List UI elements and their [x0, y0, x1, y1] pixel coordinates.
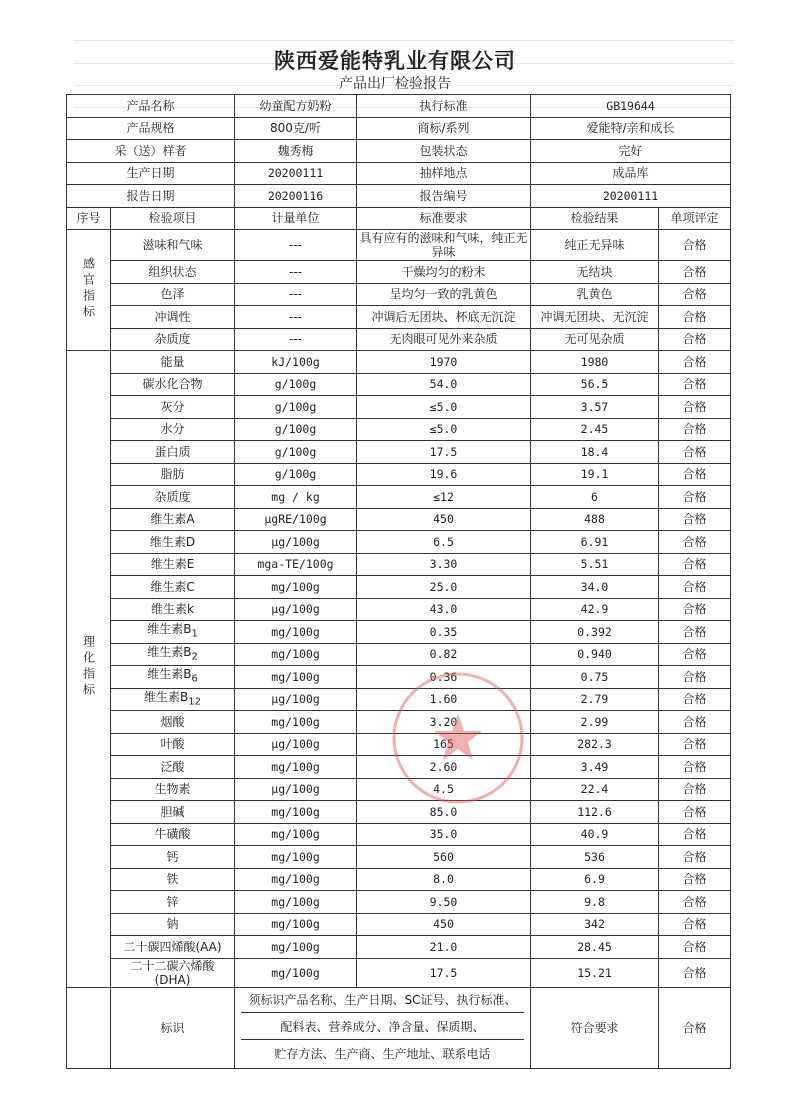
item-result: 18.4 — [531, 441, 659, 464]
item-result: 42.9 — [531, 598, 659, 621]
physchem-row — [67, 486, 731, 509]
item-name-text: 铁 — [166, 872, 179, 887]
item-name: 滋味和气味 — [111, 230, 235, 261]
item-unit: μg/100g — [235, 778, 357, 801]
marking-row — [67, 987, 731, 1068]
item-name — [111, 756, 235, 779]
item-requirement: 4.5 — [357, 778, 531, 801]
marking-label: 标识 — [111, 987, 235, 1068]
item-name-subscript: 12 — [188, 695, 201, 707]
item-name-text: 维生素B — [144, 689, 189, 704]
item-name-text: 维生素B — [147, 667, 192, 682]
item-name: 组织状态 — [111, 261, 235, 284]
item-name — [111, 373, 235, 396]
item-requirement: 43.0 — [357, 598, 531, 621]
item-unit: --- — [235, 328, 357, 351]
item-result: 纯正无异味 — [531, 230, 659, 261]
item-result: 0.940 — [531, 643, 659, 666]
item-unit: mg/100g — [235, 801, 357, 824]
item-name — [111, 396, 235, 419]
prod-date-value: 20200111 — [235, 162, 357, 185]
item-requirement: 21.0 — [357, 936, 531, 959]
item-verdict: 合格 — [659, 486, 731, 509]
item-verdict: 合格 — [659, 306, 731, 329]
item-result: 28.45 — [531, 936, 659, 959]
col-header-verdict: 单项评定 — [659, 207, 731, 230]
item-unit: g/100g — [235, 463, 357, 486]
item-unit: mg/100g — [235, 621, 357, 644]
item-name-text: 杂质度 — [154, 489, 191, 504]
item-requirement: 9.50 — [357, 891, 531, 914]
sensory-row — [67, 283, 731, 306]
item-name-text: 脂肪 — [160, 467, 185, 482]
item-name-text: 烟酸 — [160, 714, 185, 729]
item-requirement: 450 — [357, 913, 531, 936]
item-unit: --- — [235, 230, 357, 261]
item-verdict: 合格 — [659, 643, 731, 666]
item-result: 6 — [531, 486, 659, 509]
item-requirement: 呈均匀一致的乳黄色 — [357, 283, 531, 306]
group-physchem — [67, 351, 111, 988]
item-requirement: 8.0 — [357, 868, 531, 891]
physchem-row — [67, 958, 731, 987]
item-name-text: 胆碱 — [160, 804, 185, 819]
item-result: 0.75 — [531, 666, 659, 689]
item-name — [111, 868, 235, 891]
item-unit: mg/100g — [235, 576, 357, 599]
item-verdict: 合格 — [659, 733, 731, 756]
physchem-row — [67, 418, 731, 441]
item-result: 40.9 — [531, 823, 659, 846]
item-unit: mg/100g — [235, 756, 357, 779]
physchem-row — [67, 846, 731, 869]
item-verdict: 合格 — [659, 283, 731, 306]
sensory-row — [67, 328, 731, 351]
item-requirement: ≤5.0 — [357, 418, 531, 441]
marking-requirement — [235, 987, 531, 1068]
item-name-text: 钙 — [166, 849, 179, 864]
item-result: 56.5 — [531, 373, 659, 396]
item-requirement: 560 — [357, 846, 531, 869]
group-physchem-label: 理化指标 — [81, 635, 96, 700]
item-unit: mg / kg — [235, 486, 357, 509]
physchem-row — [67, 576, 731, 599]
item-result: 2.79 — [531, 688, 659, 711]
item-name — [111, 823, 235, 846]
item-requirement: 0.82 — [357, 643, 531, 666]
physchem-row — [67, 531, 731, 554]
item-requirement: 450 — [357, 508, 531, 531]
report-no-value: 20200111 — [531, 185, 731, 208]
col-header-requirement: 标准要求 — [357, 207, 531, 230]
item-name — [111, 733, 235, 756]
item-name-text: 钠 — [166, 917, 179, 932]
sensory-row — [67, 306, 731, 329]
item-unit: mg/100g — [235, 711, 357, 734]
item-unit: kJ/100g — [235, 351, 357, 374]
item-requirement: 1970 — [357, 351, 531, 374]
sensory-row — [67, 230, 731, 261]
item-result: 19.1 — [531, 463, 659, 486]
spec-value: 800克/听 — [235, 117, 357, 140]
report-date-label: 报告日期 — [67, 185, 235, 208]
item-unit: mg/100g — [235, 891, 357, 914]
item-verdict: 合格 — [659, 621, 731, 644]
item-unit: g/100g — [235, 418, 357, 441]
item-name-text: 维生素D — [149, 534, 196, 549]
item-unit: mg/100g — [235, 643, 357, 666]
item-name-text: 蛋白质 — [154, 444, 191, 459]
item-result: 2.99 — [531, 711, 659, 734]
col-header-item: 检验项目 — [111, 207, 235, 230]
item-verdict: 合格 — [659, 531, 731, 554]
item-requirement: 54.0 — [357, 373, 531, 396]
physchem-row — [67, 733, 731, 756]
brand-label: 商标/系列 — [357, 117, 531, 140]
item-result: 15.21 — [531, 958, 659, 987]
item-name-text: 水分 — [160, 422, 185, 437]
item-result: 342 — [531, 913, 659, 936]
item-name — [111, 688, 235, 711]
standard-value: GB19644 — [531, 95, 731, 118]
item-name — [111, 801, 235, 824]
spec-label: 产品规格 — [67, 117, 235, 140]
physchem-row — [67, 441, 731, 464]
item-result: 536 — [531, 846, 659, 869]
item-verdict: 合格 — [659, 576, 731, 599]
item-result: 34.0 — [531, 576, 659, 599]
item-verdict: 合格 — [659, 396, 731, 419]
item-name-text: 维生素E — [150, 557, 195, 572]
col-header-no: 序号 — [67, 207, 111, 230]
item-unit: mg/100g — [235, 958, 357, 987]
item-unit: --- — [235, 283, 357, 306]
sensory-row — [67, 261, 731, 284]
marking-result: 符合要求 — [531, 987, 659, 1068]
item-unit: μg/100g — [235, 531, 357, 554]
item-name — [111, 778, 235, 801]
item-verdict: 合格 — [659, 688, 731, 711]
item-name — [111, 913, 235, 936]
item-verdict: 合格 — [659, 373, 731, 396]
item-unit: mg/100g — [235, 823, 357, 846]
physchem-row — [67, 373, 731, 396]
item-name-text: 牛磺酸 — [154, 827, 191, 842]
item-name-subscript: 2 — [191, 650, 198, 662]
item-result: 乳黄色 — [531, 283, 659, 306]
physchem-row — [67, 351, 731, 374]
item-requirement: 3.30 — [357, 553, 531, 576]
report-title: 产品出厂检验报告 — [339, 76, 451, 92]
marking-requirement-lines — [237, 988, 528, 1068]
item-name: 冲调性 — [111, 306, 235, 329]
item-name — [111, 441, 235, 464]
physchem-row — [67, 621, 731, 644]
item-verdict: 合格 — [659, 801, 731, 824]
item-result: 6.9 — [531, 868, 659, 891]
item-unit: --- — [235, 306, 357, 329]
sampler-label: 采（送）样者 — [67, 140, 235, 163]
item-name-subscript: 6 — [191, 673, 198, 685]
package-label: 包装状态 — [357, 140, 531, 163]
item-unit: μgRE/100g — [235, 508, 357, 531]
item-verdict: 合格 — [659, 328, 731, 351]
item-unit: mg/100g — [235, 846, 357, 869]
item-unit: μg/100g — [235, 598, 357, 621]
item-requirement: ≤12 — [357, 486, 531, 509]
item-result: 无结块 — [531, 261, 659, 284]
package-value: 完好 — [531, 140, 731, 163]
item-name — [111, 621, 235, 644]
item-result: 9.8 — [531, 891, 659, 914]
group-sensory — [67, 230, 111, 351]
item-requirement: 35.0 — [357, 823, 531, 846]
item-verdict: 合格 — [659, 598, 731, 621]
marking-requirement-line: 贮存方法、生产商、生产地址、联系电话 — [274, 1047, 491, 1061]
item-name — [111, 463, 235, 486]
item-unit: g/100g — [235, 373, 357, 396]
item-result: 282.3 — [531, 733, 659, 756]
item-name — [111, 643, 235, 666]
item-requirement: 具有应有的滋味和气味，纯正无异味 — [357, 230, 531, 261]
item-result: 冲调无团块、无沉淀 — [531, 306, 659, 329]
item-unit: g/100g — [235, 441, 357, 464]
item-result: 2.45 — [531, 418, 659, 441]
item-verdict: 合格 — [659, 508, 731, 531]
item-unit: mga-TE/100g — [235, 553, 357, 576]
company-name: 陕西爱能特乳业有限公司 — [274, 49, 516, 73]
item-unit: μg/100g — [235, 688, 357, 711]
marking-requirement-line: 须标识产品名称、生产日期、SC证号、执行标准、 — [241, 989, 524, 1013]
physchem-row — [67, 891, 731, 914]
item-unit: mg/100g — [235, 936, 357, 959]
item-name-text: 维生素C — [150, 579, 195, 594]
physchem-row — [67, 756, 731, 779]
item-verdict: 合格 — [659, 958, 731, 987]
item-name-text: 生物素 — [154, 782, 191, 797]
item-requirement: 0.36 — [357, 666, 531, 689]
item-verdict: 合格 — [659, 666, 731, 689]
item-name — [111, 846, 235, 869]
item-name: 杂质度 — [111, 328, 235, 351]
item-name-text: 维生素A — [150, 512, 195, 527]
item-name-text: 二十二碳六烯酸(DHA) — [130, 958, 215, 987]
item-name-text: 碳水化合物 — [142, 377, 203, 392]
item-verdict: 合格 — [659, 778, 731, 801]
item-name-text: 灰分 — [160, 399, 185, 414]
item-name-text: 维生素B — [147, 644, 192, 659]
inspection-table — [66, 94, 731, 1069]
item-requirement: 0.35 — [357, 621, 531, 644]
item-verdict: 合格 — [659, 418, 731, 441]
physchem-row — [67, 801, 731, 824]
item-unit: mg/100g — [235, 666, 357, 689]
item-unit: μg/100g — [235, 733, 357, 756]
marking-verdict: 合格 — [659, 987, 731, 1068]
item-verdict: 合格 — [659, 711, 731, 734]
item-verdict: 合格 — [659, 441, 731, 464]
physchem-row — [67, 666, 731, 689]
item-result: 0.392 — [531, 621, 659, 644]
item-requirement: 1.60 — [357, 688, 531, 711]
item-result: 5.51 — [531, 553, 659, 576]
item-verdict: 合格 — [659, 891, 731, 914]
group-sensory-label: 感官指标 — [81, 256, 96, 321]
item-result: 3.49 — [531, 756, 659, 779]
item-requirement: 85.0 — [357, 801, 531, 824]
physchem-row — [67, 868, 731, 891]
item-name-text: 维生素k — [151, 602, 194, 617]
item-result: 6.91 — [531, 531, 659, 554]
item-name — [111, 958, 235, 987]
brand-value: 爱能特/亲和成长 — [531, 117, 731, 140]
physchem-row — [67, 553, 731, 576]
product-name-label: 产品名称 — [67, 95, 235, 118]
marking-requirement-line: 配料表、营养成分、净含量、保质期、 — [241, 1016, 524, 1040]
physchem-row — [67, 643, 731, 666]
item-name-text: 维生素B — [147, 622, 192, 637]
item-name-subscript: 1 — [191, 628, 198, 640]
sampler-value: 魏秀梅 — [235, 140, 357, 163]
item-requirement: 3.20 — [357, 711, 531, 734]
item-result: 112.6 — [531, 801, 659, 824]
marking-no — [67, 987, 111, 1068]
col-header-result: 检验结果 — [531, 207, 659, 230]
item-name-text: 能量 — [160, 354, 185, 369]
item-verdict: 合格 — [659, 936, 731, 959]
physchem-row — [67, 688, 731, 711]
item-verdict: 合格 — [659, 261, 731, 284]
item-requirement: 17.5 — [357, 441, 531, 464]
report-no-label: 报告编号 — [357, 185, 531, 208]
item-name — [111, 418, 235, 441]
item-name-text: 二十碳四烯酸(AA) — [123, 939, 222, 954]
physchem-row — [67, 463, 731, 486]
item-result: 3.57 — [531, 396, 659, 419]
item-requirement: ≤5.0 — [357, 396, 531, 419]
item-requirement: 干燥均匀的粉末 — [357, 261, 531, 284]
item-unit: --- — [235, 261, 357, 284]
item-requirement: 6.5 — [357, 531, 531, 554]
item-verdict: 合格 — [659, 463, 731, 486]
item-result: 488 — [531, 508, 659, 531]
item-name-text: 泛酸 — [160, 759, 185, 774]
item-verdict: 合格 — [659, 846, 731, 869]
sample-loc-value: 成品库 — [531, 162, 731, 185]
physchem-row — [67, 711, 731, 734]
item-requirement: 25.0 — [357, 576, 531, 599]
product-name-value: 幼童配方奶粉 — [235, 95, 357, 118]
physchem-row — [67, 778, 731, 801]
item-verdict: 合格 — [659, 230, 731, 261]
item-requirement: 2.60 — [357, 756, 531, 779]
sample-loc-label: 抽样地点 — [357, 162, 531, 185]
item-name — [111, 711, 235, 734]
item-verdict: 合格 — [659, 351, 731, 374]
physchem-row — [67, 936, 731, 959]
physchem-row — [67, 508, 731, 531]
item-verdict: 合格 — [659, 913, 731, 936]
item-name-text: 锌 — [166, 894, 179, 909]
item-unit: g/100g — [235, 396, 357, 419]
item-name — [111, 351, 235, 374]
item-name — [111, 531, 235, 554]
physchem-row — [67, 396, 731, 419]
item-name — [111, 576, 235, 599]
item-verdict: 合格 — [659, 553, 731, 576]
item-result: 22.4 — [531, 778, 659, 801]
item-name — [111, 598, 235, 621]
item-name — [111, 891, 235, 914]
item-result: 无可见杂质 — [531, 328, 659, 351]
item-requirement: 19.6 — [357, 463, 531, 486]
item-name — [111, 666, 235, 689]
item-requirement: 17.5 — [357, 958, 531, 987]
item-unit: mg/100g — [235, 868, 357, 891]
physchem-row — [67, 823, 731, 846]
item-result: 1980 — [531, 351, 659, 374]
item-name — [111, 553, 235, 576]
item-requirement: 165 — [357, 733, 531, 756]
item-verdict: 合格 — [659, 868, 731, 891]
item-name: 色泽 — [111, 283, 235, 306]
item-verdict: 合格 — [659, 756, 731, 779]
item-name — [111, 486, 235, 509]
item-name — [111, 508, 235, 531]
item-requirement: 无肉眼可见外来杂质 — [357, 328, 531, 351]
physchem-row — [67, 598, 731, 621]
standard-label: 执行标准 — [357, 95, 531, 118]
item-name-text: 叶酸 — [160, 737, 185, 752]
col-header-unit: 计量单位 — [235, 207, 357, 230]
item-unit: mg/100g — [235, 913, 357, 936]
item-verdict: 合格 — [659, 823, 731, 846]
physchem-row — [67, 913, 731, 936]
report-date-value: 20200116 — [235, 185, 357, 208]
prod-date-label: 生产日期 — [67, 162, 235, 185]
item-name — [111, 936, 235, 959]
item-requirement: 冲调后无团块、杯底无沉淀 — [357, 306, 531, 329]
